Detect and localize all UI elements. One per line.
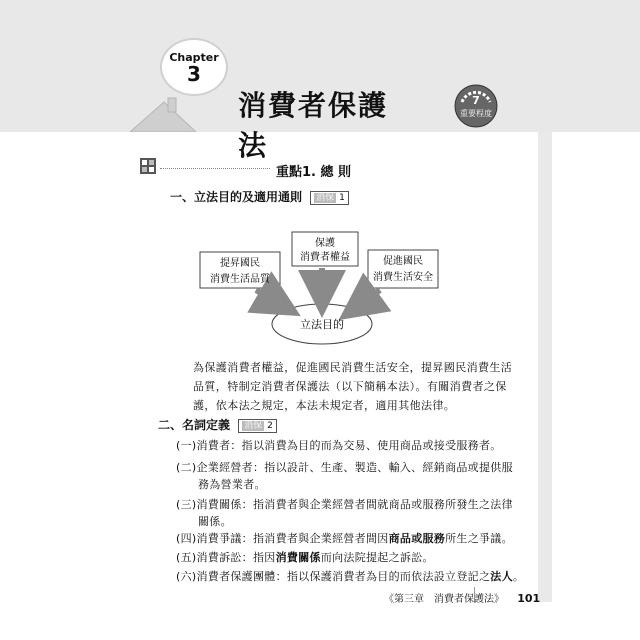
subsection-heading-2 [158, 416, 277, 433]
arrow-right [358, 290, 380, 306]
definition-item [176, 459, 536, 493]
definition-text: 。 [512, 570, 525, 583]
importance-number: 7 [472, 94, 480, 107]
definition-text: (二)企業經營者：指以設計、生產、製造、輸入、經銷商品或提供服 [176, 461, 513, 474]
definition-continuation: 關係。 [198, 515, 232, 528]
definition-item [176, 568, 536, 585]
definition-emphasis: 商品或服務 [388, 532, 446, 545]
law-tag [310, 191, 349, 205]
right-box-line2: 消費生活安全 [373, 272, 433, 283]
chapter-label: Chapter [169, 51, 219, 64]
purpose-paragraph [193, 358, 533, 415]
tag-number: 2 [267, 420, 273, 431]
left-box-line2: 消費生活品質 [210, 274, 270, 285]
subsection-heading-1 [170, 188, 349, 205]
subsection-title: 一、立法目的及適用通則 [170, 190, 303, 204]
right-box-line1: 促進國民 [383, 256, 423, 267]
importance-label: 重要程度 [460, 109, 492, 118]
arrow-left [256, 290, 280, 304]
paragraph-line: 護，依本法之規定，本法未規定者，適用其他法律。 [193, 399, 456, 412]
definition-continuation: 務為營業者。 [198, 478, 266, 491]
page-edge-strip [538, 132, 552, 602]
law-tag [238, 419, 277, 433]
definition-text: 所生之爭議。 [445, 532, 513, 545]
footer-chapter: 《第三章 消費者保護法》 [384, 594, 504, 605]
definition-text: (三)消費關係：指消費者與企業經營者間就商品或服務所發生之法律 [176, 498, 513, 511]
definition-text: 而向法院提起之訴訟。 [320, 551, 434, 564]
page-footer [384, 590, 540, 605]
top-box-line2: 消費者權益 [300, 252, 350, 263]
definition-item [176, 530, 536, 547]
bullet-grid-icon [140, 158, 156, 174]
importance-gauge [454, 84, 498, 128]
paragraph-line: 品質，特制定消費者保護法（以下簡稱本法）。有關消費者之保 [193, 380, 507, 393]
definition-text: (一)消費者：指以消費為目的而為交易、使用商品或接受服務者。 [176, 439, 502, 452]
center-label: 立法目的 [300, 318, 344, 331]
tag-prefix: 消保 [244, 420, 263, 431]
purpose-diagram [196, 228, 446, 346]
definition-item [176, 549, 536, 566]
definition-text: (五)消費訴訟：指因 [176, 551, 276, 564]
definition-item [176, 496, 536, 530]
house-icon [128, 96, 198, 132]
definition-text: (六)消費者保護團體：指以保護消費者為目的而依法設立登記之 [176, 570, 491, 583]
definition-item [176, 437, 536, 454]
tag-prefix: 消保 [316, 192, 335, 203]
left-box-line1: 提昇國民 [220, 258, 260, 269]
definition-emphasis: 消費關係 [275, 551, 321, 564]
subsection-title: 二、名詞定義 [158, 418, 231, 432]
definition-text: (四)消費爭議：指消費者與企業經營者間因 [176, 532, 389, 545]
tag-number: 1 [339, 192, 345, 203]
dotted-rule [160, 168, 270, 169]
chapter-badge [160, 38, 228, 96]
section-heading: 重點1. 總 則 [276, 165, 352, 180]
page-number: 101 [517, 592, 541, 605]
page-title: 消費者保護法 [238, 89, 389, 162]
definition-emphasis: 法人 [490, 570, 513, 583]
top-box-line1: 保護 [315, 238, 335, 249]
chapter-number: 3 [187, 62, 201, 86]
paragraph-line: 為保護消費者權益，促進國民消費生活安全，提昇國民消費生活 [193, 361, 513, 374]
